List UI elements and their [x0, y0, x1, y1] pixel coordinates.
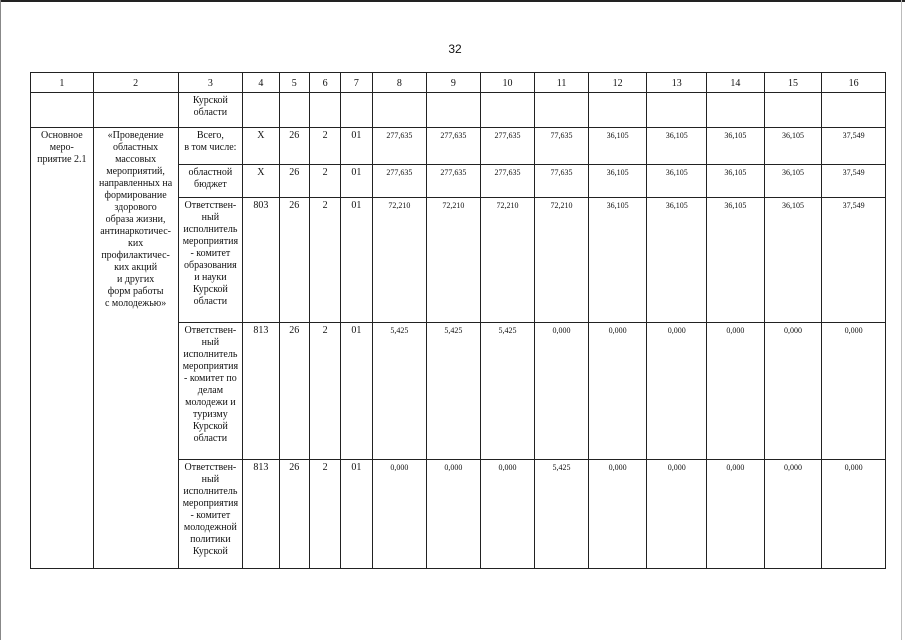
text-line: направленных на [99, 178, 173, 189]
header-cell: 13 [647, 73, 707, 93]
row-description [178, 323, 243, 460]
page-number: 32 [448, 42, 462, 56]
header-cell: 2 [93, 73, 178, 93]
value-cell: 5,425 [535, 460, 589, 569]
value-cell: 277,635 [427, 128, 481, 165]
empty-cell [480, 93, 535, 128]
text-line: и науки [194, 272, 227, 283]
value-cell: 36,105 [764, 128, 822, 165]
value-cell: 36,105 [764, 165, 822, 198]
value-cell: 72,210 [372, 198, 427, 323]
text-line: мероприятия [182, 236, 239, 247]
value-cell: 36,105 [707, 198, 765, 323]
text-line: здорового [114, 202, 157, 213]
page-right-edge [901, 0, 902, 640]
header-cell: 1 [31, 73, 94, 93]
text-line: массовых [115, 154, 157, 165]
value-cell: 277,635 [480, 128, 535, 165]
value-cell: 37,549 [822, 128, 886, 165]
text-line: Курской [192, 95, 228, 106]
value-cell: 0,000 [535, 323, 589, 460]
value-cell: 0,000 [764, 323, 822, 460]
text-line: Ответствен- [184, 325, 237, 336]
header-cell: 8 [372, 73, 427, 93]
value-cell: 37,549 [822, 165, 886, 198]
header-cell: 16 [822, 73, 886, 93]
text-line: и других [116, 274, 155, 285]
text-line: с молодежью» [104, 298, 167, 309]
value-cell: 5,425 [480, 323, 535, 460]
text-line: антинаркотичес- [100, 226, 171, 237]
value-cell: 36,105 [647, 165, 707, 198]
subsection-code-cell: 2 [309, 198, 340, 323]
text-line: - комитет по [184, 373, 237, 384]
value-cell: 0,000 [822, 460, 886, 569]
subsection-code-cell: 2 [309, 165, 340, 198]
header-cell: 10 [480, 73, 535, 93]
section-code-cell: 26 [279, 323, 309, 460]
header-cell: 9 [427, 73, 481, 93]
value-cell: 0,000 [764, 460, 822, 569]
continuation-description [178, 93, 243, 128]
text-line: Курской [192, 546, 228, 557]
subsection-code-cell: 2 [309, 460, 340, 569]
value-cell: 36,105 [588, 128, 647, 165]
text-line: - комитет [190, 248, 231, 259]
admin-code-cell: 803 [243, 198, 279, 323]
empty-cell [31, 93, 94, 128]
text-line: ный [201, 474, 220, 485]
table-row [31, 128, 886, 165]
text-line: образа жизни, [105, 214, 166, 225]
section-code-cell: 26 [279, 198, 309, 323]
value-cell: 72,210 [427, 198, 481, 323]
text-line: мероприятий, [106, 166, 165, 177]
text-line: Курской [192, 421, 228, 432]
empty-cell [243, 93, 279, 128]
value-cell: 37,549 [822, 198, 886, 323]
text-line: делам [197, 385, 224, 396]
value-cell: 0,000 [707, 460, 765, 569]
value-cell: 72,210 [535, 198, 589, 323]
program-code-cell: 01 [341, 165, 372, 198]
value-cell: 77,635 [535, 128, 589, 165]
value-cell: 36,105 [764, 198, 822, 323]
row-description [178, 198, 243, 323]
text-line: бюджет [194, 179, 227, 190]
header-cell: 3 [178, 73, 243, 93]
row-description [178, 128, 243, 165]
value-cell: 0,000 [822, 323, 886, 460]
text-line: области [193, 433, 228, 444]
text-line: политики [190, 534, 231, 545]
value-cell: 5,425 [372, 323, 427, 460]
text-line: молодежной [183, 522, 237, 533]
text-line: мероприятия [182, 361, 239, 372]
value-cell: 36,105 [647, 128, 707, 165]
header-cell: 12 [588, 73, 647, 93]
subsection-code-cell: 2 [309, 128, 340, 165]
header-cell: 11 [535, 73, 589, 93]
section-code-cell: 26 [279, 460, 309, 569]
text-line: меро- [49, 142, 74, 153]
header-cell: 15 [764, 73, 822, 93]
empty-cell [279, 93, 309, 128]
empty-cell [822, 93, 886, 128]
page-top-edge [0, 0, 905, 2]
text-line: областной [188, 167, 233, 178]
program-code-cell: 01 [341, 128, 372, 165]
empty-cell [427, 93, 481, 128]
section-code-cell: 26 [279, 165, 309, 198]
empty-cell [764, 93, 822, 128]
text-line: ный [201, 212, 220, 223]
text-line: «Проведение [107, 130, 164, 141]
value-cell: 36,105 [707, 165, 765, 198]
text-line: формирование [104, 190, 167, 201]
event-type-cell [31, 128, 94, 569]
text-line: Всего, [196, 130, 224, 141]
value-cell: 36,105 [588, 198, 647, 323]
subsection-code-cell: 2 [309, 323, 340, 460]
admin-code-cell: 813 [243, 323, 279, 460]
empty-cell [588, 93, 647, 128]
text-line: - комитет [190, 510, 231, 521]
text-line: Основное [41, 130, 83, 141]
header-cell: 6 [309, 73, 340, 93]
value-cell: 72,210 [480, 198, 535, 323]
value-cell: 0,000 [707, 323, 765, 460]
continuation-row [31, 93, 886, 128]
value-cell: 0,000 [647, 460, 707, 569]
empty-cell [372, 93, 427, 128]
value-cell: 36,105 [707, 128, 765, 165]
row-description [178, 460, 243, 569]
empty-cell [93, 93, 178, 128]
value-cell: 277,635 [427, 165, 481, 198]
text-line: молодежи и [185, 397, 236, 408]
header-row [31, 73, 886, 93]
value-cell: 277,635 [372, 128, 427, 165]
text-line: туризму [193, 409, 228, 420]
value-cell: 0,000 [372, 460, 427, 569]
text-line: Ответствен- [184, 200, 237, 211]
text-line: исполнитель [183, 349, 238, 360]
header-cell: 14 [707, 73, 765, 93]
header-cell: 7 [341, 73, 372, 93]
value-cell: 5,425 [427, 323, 481, 460]
header-cell: 4 [243, 73, 279, 93]
value-cell: 277,635 [480, 165, 535, 198]
page-left-edge [0, 0, 1, 640]
section-code-cell: 26 [279, 128, 309, 165]
text-line: ких акций [114, 262, 158, 273]
text-line: в том числе: [184, 142, 237, 153]
value-cell: 0,000 [480, 460, 535, 569]
text-line: мероприятия [182, 498, 239, 509]
admin-code-cell: Х [243, 128, 279, 165]
value-cell: 36,105 [588, 165, 647, 198]
empty-cell [341, 93, 372, 128]
program-code-cell: 01 [341, 198, 372, 323]
admin-code-cell: 813 [243, 460, 279, 569]
program-code-cell: 01 [341, 323, 372, 460]
value-cell: 0,000 [588, 323, 647, 460]
text-line: образования [184, 260, 237, 271]
text-line: Курской [192, 284, 228, 295]
value-cell: 0,000 [588, 460, 647, 569]
text-line: области [193, 296, 228, 307]
text-line: областных [113, 142, 159, 153]
empty-cell [309, 93, 340, 128]
event-name-cell [93, 128, 178, 569]
text-line: ный [201, 337, 220, 348]
value-cell: 277,635 [372, 165, 427, 198]
empty-cell [707, 93, 765, 128]
budget-table [30, 72, 886, 569]
text-line: приятие 2.1 [37, 154, 87, 165]
empty-cell [647, 93, 707, 128]
value-cell: 36,105 [647, 198, 707, 323]
text-line: ких [127, 238, 144, 249]
header-cell: 5 [279, 73, 309, 93]
text-line: форм работы [107, 286, 164, 297]
value-cell: 0,000 [647, 323, 707, 460]
empty-cell [535, 93, 589, 128]
text-line: исполнитель [183, 486, 238, 497]
value-cell: 77,635 [535, 165, 589, 198]
admin-code-cell: Х [243, 165, 279, 198]
text-line: профилактичес- [101, 250, 170, 261]
value-cell: 0,000 [427, 460, 481, 569]
row-description [178, 165, 243, 198]
text-line: Ответствен- [184, 462, 237, 473]
text-line: исполнитель [183, 224, 238, 235]
program-code-cell: 01 [341, 460, 372, 569]
text-line: области [193, 107, 228, 118]
